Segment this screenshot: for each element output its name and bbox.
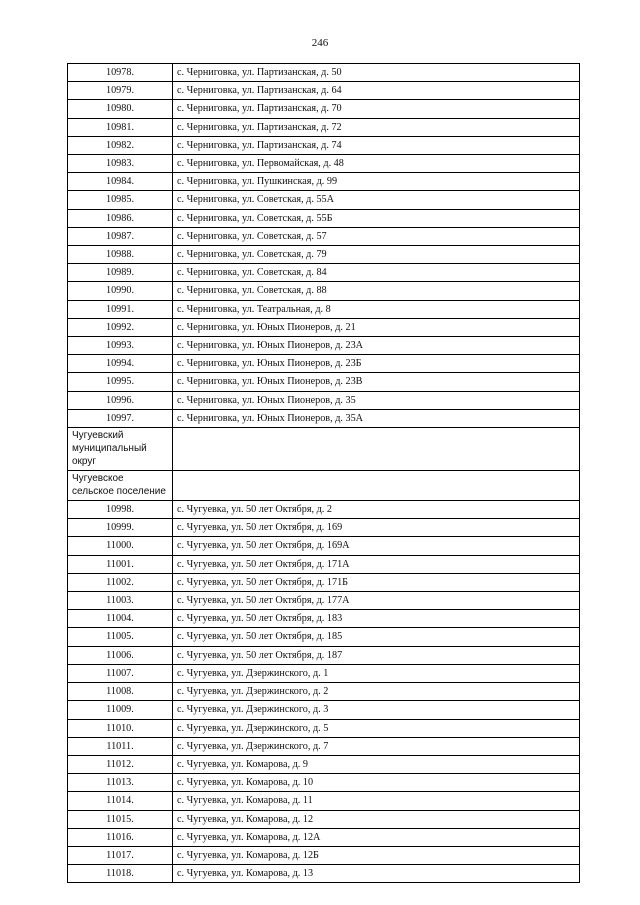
- row-number: 10991.: [68, 300, 173, 318]
- row-address: с. Чугуевка, ул. Дзержинского, д. 3: [173, 701, 580, 719]
- row-address: с. Черниговка, ул. Советская, д. 84: [173, 264, 580, 282]
- row-address: с. Черниговка, ул. Советская, д. 55А: [173, 191, 580, 209]
- row-number: 11012.: [68, 755, 173, 773]
- address-table: [67, 63, 580, 883]
- row-number: 11006.: [68, 646, 173, 664]
- row-address: с. Черниговка, ул. Юных Пионеров, д. 23В: [173, 373, 580, 391]
- row-address: с. Чугуевка, ул. 50 лет Октября, д. 185: [173, 628, 580, 646]
- table-row: [68, 173, 580, 191]
- table-row: [68, 865, 580, 883]
- table-row: [68, 409, 580, 427]
- row-address: с. Черниговка, ул. Юных Пионеров, д. 23Б: [173, 355, 580, 373]
- table-body-part2: [68, 501, 580, 883]
- table-body-part1: [68, 64, 580, 428]
- table-row: [68, 592, 580, 610]
- table-row: [68, 628, 580, 646]
- row-number: 10982.: [68, 136, 173, 154]
- row-number: 11018.: [68, 865, 173, 883]
- row-number: 10992.: [68, 318, 173, 336]
- table-row: [68, 573, 580, 591]
- row-address: с. Чугуевка, ул. Дзержинского, д. 2: [173, 683, 580, 701]
- table-row: [68, 774, 580, 792]
- row-number: 11016.: [68, 828, 173, 846]
- table-row: [68, 846, 580, 864]
- table-row: [68, 118, 580, 136]
- row-number: 11002.: [68, 573, 173, 591]
- row-address: с. Черниговка, ул. Театральная, д. 8: [173, 300, 580, 318]
- table-row: [68, 300, 580, 318]
- table-row: [68, 100, 580, 118]
- table-row: [68, 155, 580, 173]
- row-address: с. Черниговка, ул. Первомайская, д. 48: [173, 155, 580, 173]
- row-address: с. Чугуевка, ул. 50 лет Октября, д. 177А: [173, 592, 580, 610]
- row-number: 10981.: [68, 118, 173, 136]
- row-number: 10998.: [68, 501, 173, 519]
- table-row: [68, 737, 580, 755]
- table-row: [68, 828, 580, 846]
- table-row: [68, 683, 580, 701]
- row-address: с. Чугуевка, ул. Комарова, д. 13: [173, 865, 580, 883]
- table-row: [68, 64, 580, 82]
- row-number: 10987.: [68, 227, 173, 245]
- row-number: 11009.: [68, 701, 173, 719]
- row-address: с. Черниговка, ул. Партизанская, д. 74: [173, 136, 580, 154]
- row-address: с. Чугуевка, ул. Дзержинского, д. 1: [173, 664, 580, 682]
- table-row: [68, 755, 580, 773]
- table-row: [68, 610, 580, 628]
- row-number: 10999.: [68, 519, 173, 537]
- row-number: 10980.: [68, 100, 173, 118]
- table-row: [68, 355, 580, 373]
- row-address: с. Черниговка, ул. Советская, д. 57: [173, 227, 580, 245]
- row-address: с. Чугуевка, ул. 50 лет Октября, д. 169А: [173, 537, 580, 555]
- row-number: 10985.: [68, 191, 173, 209]
- row-number: 10979.: [68, 82, 173, 100]
- table-row: [68, 501, 580, 519]
- table-row: [68, 664, 580, 682]
- row-address: с. Черниговка, ул. Юных Пионеров, д. 23А: [173, 337, 580, 355]
- row-number: 11015.: [68, 810, 173, 828]
- row-number: 10989.: [68, 264, 173, 282]
- row-address: с. Чугуевка, ул. Дзержинского, д. 5: [173, 719, 580, 737]
- table-row: [68, 136, 580, 154]
- row-number: 11004.: [68, 610, 173, 628]
- row-number: 10986.: [68, 209, 173, 227]
- row-number: 10996.: [68, 391, 173, 409]
- row-number: 11017.: [68, 846, 173, 864]
- row-address: с. Черниговка, ул. Пушкинская, д. 99: [173, 173, 580, 191]
- section-district-label: Чугуевский муниципальный округ: [68, 428, 173, 471]
- row-address: с. Чугуевка, ул. 50 лет Октября, д. 183: [173, 610, 580, 628]
- row-address: с. Черниговка, ул. Советская, д. 55Б: [173, 209, 580, 227]
- row-address: с. Черниговка, ул. Партизанская, д. 72: [173, 118, 580, 136]
- page-number: 246: [311, 37, 329, 49]
- row-address: с. Черниговка, ул. Партизанская, д. 50: [173, 64, 580, 82]
- table-row: [68, 701, 580, 719]
- row-number: 10990.: [68, 282, 173, 300]
- table-row: [68, 519, 580, 537]
- table-row: [68, 264, 580, 282]
- table-row: [68, 246, 580, 264]
- row-number: 10984.: [68, 173, 173, 191]
- row-number: 11008.: [68, 683, 173, 701]
- row-address: с. Черниговка, ул. Юных Пионеров, д. 35А: [173, 409, 580, 427]
- section-row-district: [68, 428, 580, 471]
- table-row: [68, 646, 580, 664]
- row-number: 10995.: [68, 373, 173, 391]
- row-number: 11011.: [68, 737, 173, 755]
- row-address: с. Чугуевка, ул. Комарова, д. 12А: [173, 828, 580, 846]
- row-number: 11007.: [68, 664, 173, 682]
- table-row: [68, 318, 580, 336]
- table-row: [68, 282, 580, 300]
- row-number: 11001.: [68, 555, 173, 573]
- row-address: с. Черниговка, ул. Юных Пионеров, д. 35: [173, 391, 580, 409]
- table-row: [68, 227, 580, 245]
- row-number: 10988.: [68, 246, 173, 264]
- row-address: с. Чугуевка, ул. Комарова, д. 12: [173, 810, 580, 828]
- row-number: 11003.: [68, 592, 173, 610]
- row-address: с. Чугуевка, ул. 50 лет Октября, д. 169: [173, 519, 580, 537]
- row-address: с. Чугуевка, ул. Комарова, д. 9: [173, 755, 580, 773]
- row-address: с. Чугуевка, ул. Комарова, д. 12Б: [173, 846, 580, 864]
- table-row: [68, 337, 580, 355]
- section-empty-cell: [173, 471, 580, 501]
- table-row: [68, 792, 580, 810]
- row-address: с. Черниговка, ул. Советская, д. 79: [173, 246, 580, 264]
- row-number: 11010.: [68, 719, 173, 737]
- row-address: с. Черниговка, ул. Советская, д. 88: [173, 282, 580, 300]
- table-row: [68, 391, 580, 409]
- table-row: [68, 82, 580, 100]
- section-headers: [68, 428, 580, 501]
- row-number: 10978.: [68, 64, 173, 82]
- section-empty-cell: [173, 428, 580, 471]
- row-address: с. Чугуевка, ул. 50 лет Октября, д. 2: [173, 501, 580, 519]
- row-address: с. Чугуевка, ул. Дзержинского, д. 7: [173, 737, 580, 755]
- row-address: с. Чугуевка, ул. 50 лет Октября, д. 187: [173, 646, 580, 664]
- row-number: 11000.: [68, 537, 173, 555]
- table-row: [68, 191, 580, 209]
- row-address: с. Черниговка, ул. Юных Пионеров, д. 21: [173, 318, 580, 336]
- row-address: с. Черниговка, ул. Партизанская, д. 64: [173, 82, 580, 100]
- table-row: [68, 537, 580, 555]
- table-row: [68, 555, 580, 573]
- row-number: 10994.: [68, 355, 173, 373]
- table-row: [68, 373, 580, 391]
- row-number: 11005.: [68, 628, 173, 646]
- row-address: с. Черниговка, ул. Партизанская, д. 70: [173, 100, 580, 118]
- section-settlement-label: Чугуевское сельское поселение: [68, 471, 173, 501]
- row-address: с. Чугуевка, ул. Комарова, д. 11: [173, 792, 580, 810]
- row-address: с. Чугуевка, ул. Комарова, д. 10: [173, 774, 580, 792]
- row-address: с. Чугуевка, ул. 50 лет Октября, д. 171Б: [173, 573, 580, 591]
- table-row: [68, 719, 580, 737]
- table-row: [68, 810, 580, 828]
- row-number: 10997.: [68, 409, 173, 427]
- row-address: с. Чугуевка, ул. 50 лет Октября, д. 171А: [173, 555, 580, 573]
- row-number: 10993.: [68, 337, 173, 355]
- table-row: [68, 209, 580, 227]
- section-row-settlement: [68, 471, 580, 501]
- row-number: 11013.: [68, 774, 173, 792]
- row-number: 10983.: [68, 155, 173, 173]
- row-number: 11014.: [68, 792, 173, 810]
